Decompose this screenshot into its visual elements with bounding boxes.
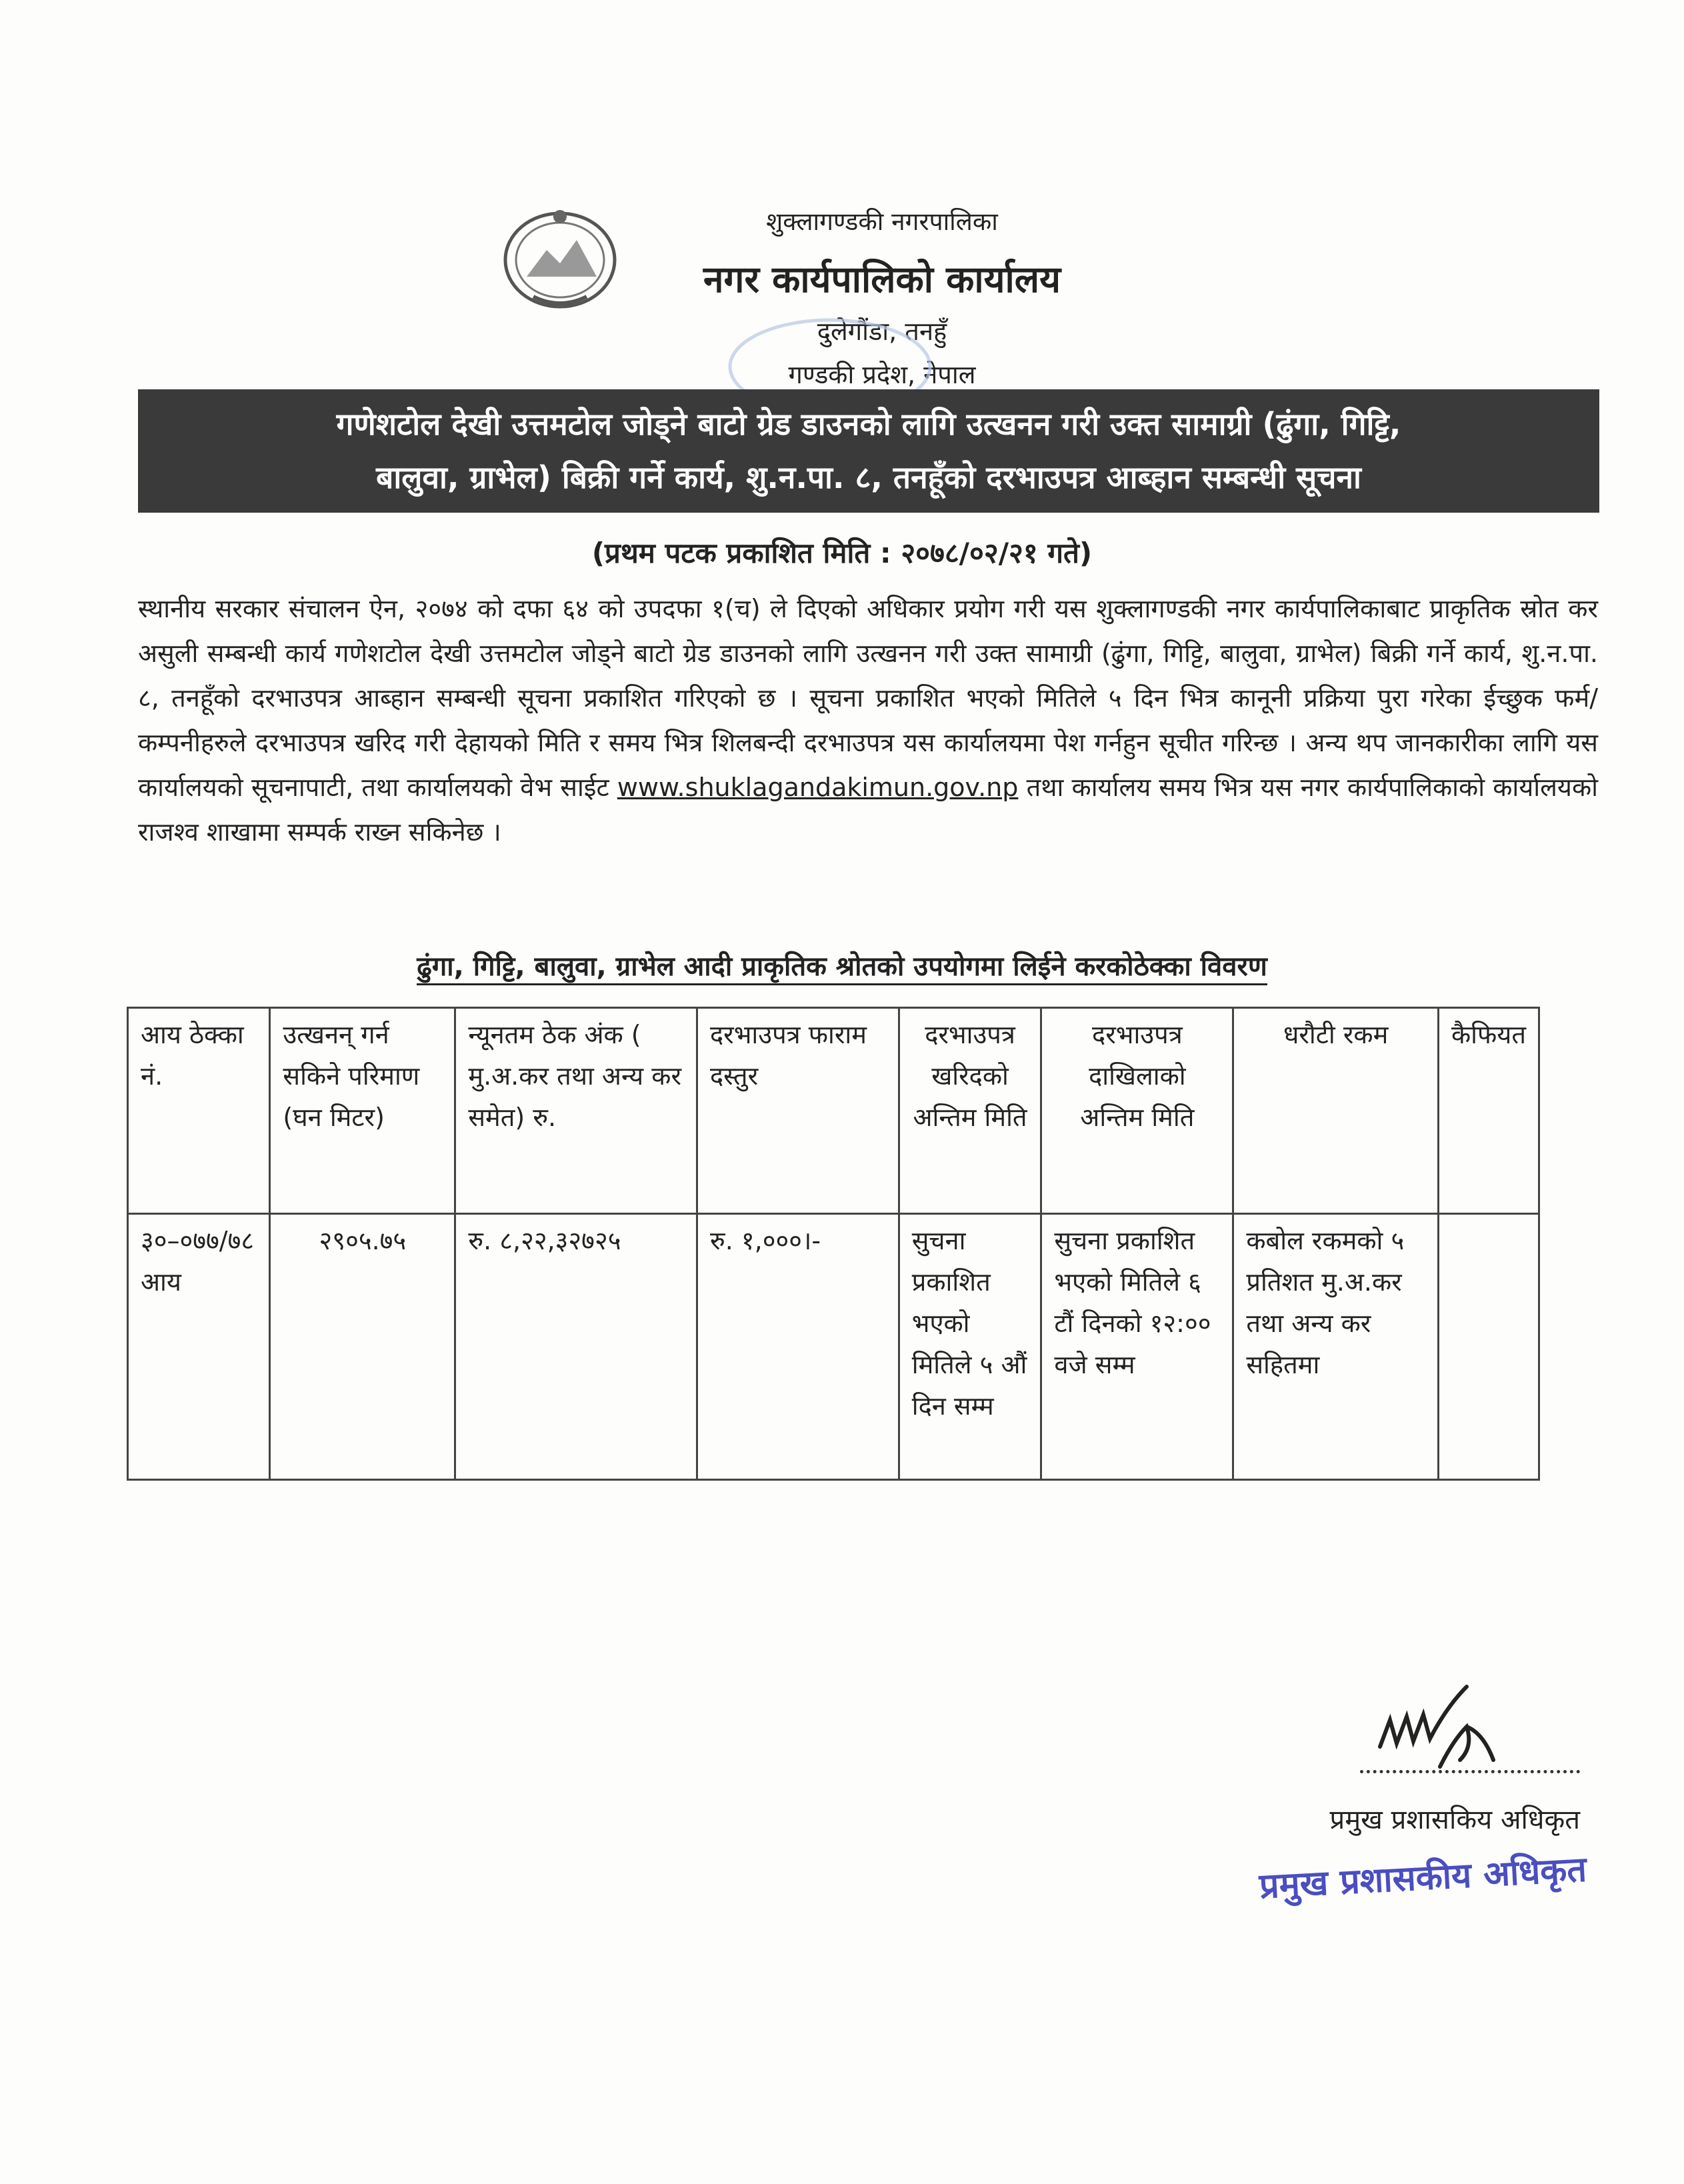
officer-designation: प्रमुख प्रशासकिय अधिकृत (1329, 1805, 1580, 1835)
signature-line (1360, 1770, 1580, 1773)
office-name: नगर कार्यपालिको कार्यालय (703, 258, 1061, 301)
table-cell: रु. ८,२२,३२७२५ (455, 1214, 697, 1480)
website-link[interactable]: www.shuklagandakimun.gov.np (617, 773, 1019, 802)
header-cell: उत्खनन् गर्न सकिने परिमाण (घन मिटर) (270, 1008, 455, 1214)
table-cell: ३०–०७७/७८ आय (128, 1214, 270, 1480)
header-cell: न्यूनतम ठेक अंक ( मु.अ.कर तथा अन्य कर समेत) रु. (455, 1008, 697, 1214)
published-date: (प्रथम पटक प्रकाशित मिति : २०७८/०२/२१ गते) (591, 537, 1093, 569)
notice-body-part-2: तथा कार्यालय समय भित्र यस नगर कार्यपालिकाको कार्यालयको राजश्व शाखामा सम्पर्क राख्न सकिनेछ । (138, 773, 1598, 847)
table-row (128, 1214, 1539, 1480)
table-header-row (128, 1008, 1539, 1214)
table-cell: रु. १,०००।- (697, 1214, 899, 1480)
designation-stamp: प्रमुख प्रशासकीय अधिकृत (1258, 1849, 1588, 1907)
table-cell: सुचना प्रकाशित भएको मितिले ५ औं दिन सम्म (899, 1214, 1041, 1480)
notice-title-line-2: बालुवा, ग्राभेल) बिक्री गर्ने कार्य, शु.न.पा. ८, तनहूँको दरभाउपत्र आब्हान सम्बन्धी सूचना (376, 459, 1361, 495)
header-cell: कैफियत (1438, 1008, 1539, 1214)
notice-title-banner (138, 389, 1599, 513)
municipality-name: शुक्लागण्डकी नगरपालिका (766, 207, 998, 236)
contract-details-table (127, 1007, 1540, 1481)
handwritten-signature-icon (1367, 1667, 1520, 1787)
header-cell: दरभाउपत्र दाखिलाको अन्तिम मिति (1041, 1008, 1233, 1214)
table-title: ढुंगा, गिट्टि, बालुवा, ग्राभेल आदी प्राकृतिक श्रोतको उपयोगमा लिईने करकोठेक्का विवरण (0, 947, 1684, 983)
table-cell: कबोल रकमको ५ प्रतिशत मु.अ.कर तथा अन्य कर सहितमा (1233, 1214, 1439, 1480)
table-cell: २९०५.७५ (270, 1214, 455, 1480)
notice-body (138, 587, 1598, 855)
address-line-2: गण्डकी प्रदेश, नेपाल (788, 360, 976, 389)
address-line-1: दुलेगौंडा, तनहुँ (817, 317, 947, 346)
notice-title-line-1: गणेशटोल देखी उत्तमटोल जोड्ने बाटो ग्रेड डाउनको लागि उत्खनन गरी उक्त सामाग्री (ढुंगा, गिट्टि, (336, 406, 1401, 442)
notice-body-part-1: स्थानीय सरकार संचालन ऐन, २०७४ को दफा ६४ को उपदफा १(च) ले दिएको अधिकार प्रयोग गरी यस शुक्लागण्डकी नगर कार्यपालिकाबाट प्राकृतिक स्रोत कर असुली सम्बन्धी कार्य गणेशटोल देखी उत्तमटोल जोड्ने बाटो ग्रेड डाउनको लागि उत्खनन गरी उक्त सामाग्री (ढुंगा, गिट्टि, बालुवा, ग्राभेल) बिक्री गर्ने कार्य, शु.न.पा. ८, तनहूँको दरभाउपत्र आब्हान सम्बन्धी सूचना प्रकाशित गरिएको छ । सूचना प्रकाशित भएको मितिले ५ दिन भित्र कानूनी प्रक्रिया पुरा गरेका ईच्छुक फर्म/कम्पनीहरुले दरभाउपत्र खरिद गरी देहायको मिति र समय भित्र शिलबन्दी दरभाउपत्र यस कार्यालयमा पेश गर्नहुन सूचीत गरिन्छ । अन्य थप जानकारीका लागि यस कार्यालयको सूचनापाटी, तथा कार्यालयको वेभ साईट (138, 594, 1598, 802)
header-cell: धरौटी रकम (1233, 1008, 1439, 1214)
header-cell: दरभाउपत्र फाराम दस्तुर (697, 1008, 899, 1214)
header-cell: आय ठेक्का नं. (128, 1008, 270, 1214)
table-cell (1438, 1214, 1539, 1480)
table-cell: सुचना प्रकाशित भएको मितिले ६ टौं दिनको १२:०० वजे सम्म (1041, 1214, 1233, 1480)
header-cell: दरभाउपत्र खरिदको अन्तिम मिति (899, 1008, 1041, 1214)
